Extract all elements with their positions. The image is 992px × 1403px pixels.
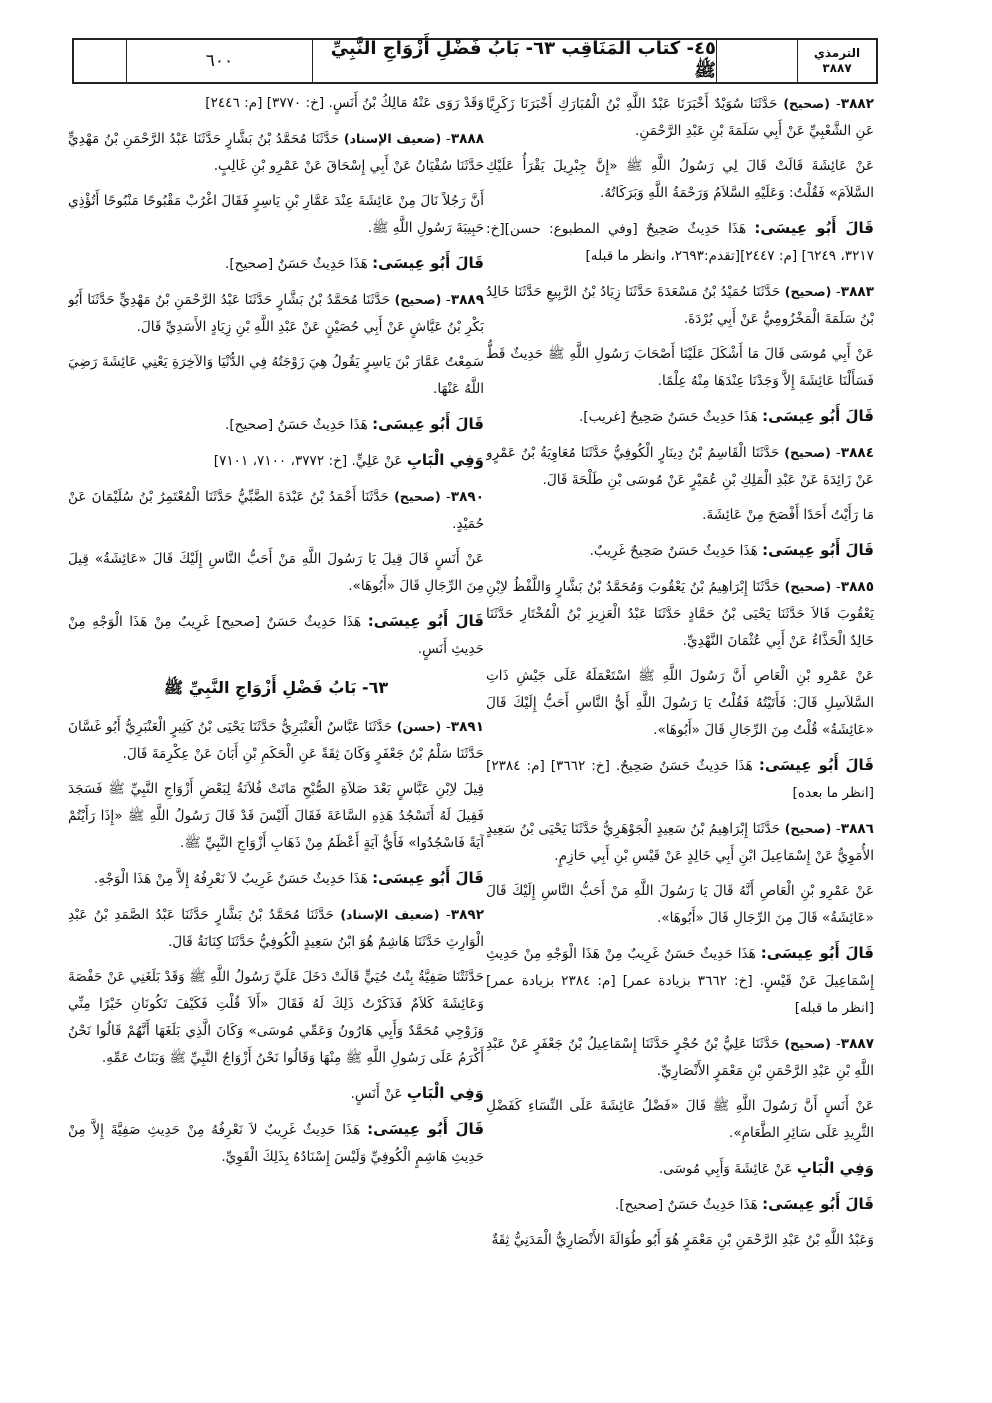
hadith-number: ٣٨٨٧ [840,1036,874,1052]
comment-text: هَذَا حَدِيثٌ حَسَنٌ [صحيح]. [225,417,368,433]
page-header [72,38,878,84]
fil-bab-label: وَفِي الْبَابِ [406,451,484,469]
fil-bab-label: وَفِي الْبَابِ [406,1084,484,1102]
abu-isa-label: قَالَ أَبُو عِيسَى: [754,219,874,237]
hadith-3886-comment [486,940,874,1022]
hadith-3887-isnad: ٣٨٨٧- (صحيح) حَدَّثَنَا عَلِيُّ بْنُ حُجْرٍ حَدَّثَنَا إِسْمَاعِيلُ بْنُ جَعْفَرٍ عَنْ عَبْدِ اللَّهِ بْنِ عَبْدِ الرَّحْمَنِ بْنِ مَعْمَرٍ الأَنْصَارِيِّ. [486,1036,874,1079]
hadith-3883-isnad: ٣٨٨٣- (صحيح) حَدَّثَنَا حُمَيْدُ بْنُ مَسْعَدَةَ حَدَّثَنَا زِيَادُ بْنُ الرَّبِيعِ حَدَّثَنَا خَالِدُ بْنُ سَلَمَةَ الْمَخْزُومِيُّ عَنْ أَبِي بُرْدَةَ. [486,284,874,327]
hadith-grade: (حسن) [396,719,442,734]
abu-isa-label: قَالَ أَبُو عِيسَى: [758,756,874,774]
abu-isa-label: قَالَ أَبُو عِيسَى: [762,407,874,425]
hadith-number: ٣٨٨٤ [840,445,874,461]
hadith-3887-note: وَعَبْدُ اللَّهِ بْنُ عَبْدِ الرَّحْمَنِ بْنِ مَعْمَرٍ هُوَ أَبُو طُوَالَةَ الأَنْصَارِيُّ الْمَدَنِيُّ ثِقَةٌ [491,1232,874,1248]
hadith-3883-comment [486,403,874,431]
hadith-grade: (صحيح) [394,489,441,504]
hadith-3891-matn: قِيلَ لاِبْنِ عَبَّاسٍ بَعْدَ صَلاَةِ الصُّبْحِ مَاتَتْ فُلاَنَةُ لِبَعْضِ أَزْوَاجِ النَّبِيِّ ﷺ فَسَجَدَ فَقِيلَ لَهُ أَتَسْجُدُ هَذِهِ السَّاعَةَ فَقَالَ أَلَيْسَ قَدْ قَالَ رَسُولُ اللَّهِ ﷺ «إِذَا رَأَيْتُمْ آيَةً فَاسْجُدُوا» فَأَيُّ آيَةٍ أَعْظَمُ مِنْ ذَهَابِ أَزْوَاجِ النَّبِيِّ ﷺ. [68,781,484,851]
book-name: الترمذي [813,46,861,60]
hadith-3884-isnad: ٣٨٨٤- (صحيح) حَدَّثَنَا الْقَاسِمُ بْنُ دِينَارٍ الْكُوفِيُّ حَدَّثَنَا مُعَاوِيَةُ بْنُ عَمْرٍو عَنْ زَائِدَةَ عَنْ عَبْدِ الْمَلِكِ بْنِ عُمَيْرٍ عَنْ مُوسَى بْنِ طَلْحَةَ قَالَ. [486,445,874,488]
hadith-3887-bab [486,1155,874,1183]
hadith-3890-comment [68,608,484,663]
comment-text: هَذَا حَدِيثٌ حَسَنٌ غَرِيبٌ مِنْ هَذَا الْوَجْهِ مِنْ حَدِيثِ إِسْمَاعِيلَ عَنْ قَيْسٍ. [خ: ٣٦٦٢ بزيادة عمر] [م: ٢٣٨٤ بزيادة عمر] [انظر ما قبله] [486,946,874,1016]
comment-text: هَذَا حَدِيثٌ حَسَنٌ [صحيح] غَرِيبٌ مِنْ هَذَا الْوَجْهِ مِنْ حَدِيثِ أَنَسٍ. [68,614,484,657]
isnad-text: حَدَّثَنَا إِبْرَاهِيمُ بْنُ يَعْقُوبَ وَمُحَمَّدُ بْنُ بَشَّارٍ وَاللَّفْظُ لاِبْنِ يَعْقُوبَ قَالاَ حَدَّثَنَا يَحْيَى بْنُ حَمَّادٍ حَدَّثَنَا عَبْدُ الْعَزِيزِ بْنُ الْمُخْتَارِ حَدَّثَنَا خَالِدٌ الْحَذَّاءُ عَنْ أَبِي عُثْمَانَ النَّهْدِيِّ. [486,579,874,649]
isnad-text: حَدَّثَنَا حُمَيْدُ بْنُ مَسْعَدَةَ حَدَّثَنَا زِيَادُ بْنُ الرَّبِيعِ حَدَّثَنَا خَالِدُ بْنُ سَلَمَةَ الْمَخْزُومِيُّ عَنْ أَبِي بُرْدَةَ. [486,284,874,327]
comment-text: هَذَا حَدِيثٌ حَسَنٌ صَحِيحٌ [غريب]. [578,409,758,425]
hadith-3892-comment [68,1116,484,1171]
isnad-text: حَدَّثَنَا الْقَاسِمُ بْنُ دِينَارٍ الْكُوفِيُّ حَدَّثَنَا مُعَاوِيَةُ بْنُ عَمْرٍو عَنْ زَائِدَةَ عَنْ عَبْدِ الْمَلِكِ بْنِ عُمَيْرٍ عَنْ مُوسَى بْنِ طَلْحَةَ قَالَ. [486,445,874,488]
hadith-3884-matn: مَا رَأَيْتُ أَحَدًا أَفْصَحَ مِنْ عَائِشَةَ. [702,507,874,523]
hadith-number: ٣٨٩١ [450,719,484,735]
hadith-number: ٣٨٨٣ [840,284,874,300]
hadith-3888-isnad: ٣٨٨٨- (ضعيف الإسناد) حَدَّثَنَا مُحَمَّدُ بْنُ بَشَّارٍ حَدَّثَنَا عَبْدُ الرَّحْمَنِ بْنُ مَهْدِيٍّ حَدَّثَنَا سُفْيَانُ عَنْ أَبِي إِسْحَاقَ عَنْ عَمْرِو بْنِ غَالِبٍ. [68,131,484,174]
hadith-3885-matn: عَنْ عَمْرِو بْنِ الْعَاصِ أَنَّ رَسُولَ اللَّهِ ﷺ اسْتَعْمَلَهُ عَلَى جَيْشِ ذَاتِ السَّلاَسِلِ قَالَ: فَأَتَيْتُهُ فَقُلْتُ يَا رَسُولَ اللَّهِ أَيُّ النَّاسِ أَحَبُّ إِلَيْكَ قَالَ «عَائِشَةُ» قُلْتُ مِنَ الرِّجَالِ قَالَ «أَبُوهَا». [486,668,874,738]
abu-isa-label: قَالَ أَبُو عِيسَى: [367,612,484,630]
isnad-text: حَدَّثَنَا عَبَّاسٌ الْعَنْبَرِيُّ حَدَّثَنَا يَحْيَى بْنُ كَثِيرٍ الْعَنْبَرِيُّ أَبُو غَسَّانَ حَدَّثَنَا سَلْمُ بْنُ جَعْفَرٍ وَكَانَ ثِقَةً عَنِ الْحَكَمِ بْنِ أَبَانَ عَنْ عِكْرِمَةَ قَالَ. [68,719,484,762]
isnad-text: حَدَّثَنَا أَحْمَدُ بْنُ عَبْدَةَ الضَّبِّيُّ حَدَّثَنَا الْمُعْتَمِرُ بْنُ سُلَيْمَانَ عَنْ حُمَيْدٍ. [68,489,484,532]
page-number: ٦٠٠ [127,40,313,82]
bab-text: عَنْ عَائِشَةَ وَأَبِي مُوسَى. [658,1161,793,1177]
isnad-text: حَدَّثَنَا سُوَيْدٌ أَخْبَرَنَا عَبْدُ اللَّهِ بْنُ الْمُبَارَكِ أَخْبَرَنَا زَكَرِيَّا عَنِ الشَّعْبِيِّ عَنْ أَبِي سَلَمَةَ بْنِ عَبْدِ الرَّحْمَنِ. [486,96,874,139]
hadith-3887-comment [486,1191,874,1219]
hadith-3882-matn: عَنْ عَائِشَةَ قَالَتْ قَالَ لِي رَسُولُ اللَّهِ ﷺ «إِنَّ جِبْرِيلَ يَقْرَأُ عَلَيْكِ السَّلاَمَ» فَقُلْتُ: وَعَلَيْهِ السَّلاَمُ وَرَحْمَةُ اللَّهِ وَبَرَكَاتُهُ. [486,158,874,201]
comment-text: هَذَا حَدِيثٌ حَسَنٌ غَرِيبٌ لاَ نَعْرِفُهُ إِلاَّ مِنْ هَذَا الْوَجْهِ. [93,871,368,887]
hadith-3883-matn: عَنْ أَبِي مُوسَى قَالَ مَا أَشْكَلَ عَلَيْنَا أَصْحَابَ رَسُولِ اللَّهِ ﷺ حَدِيثٌ قَطُّ فَسَأَلْنَا عَائِشَةَ إِلاَّ وَجَدْنَا عِنْدَهَا مِنْهُ عِلْمًا. [486,346,874,389]
hadith-3888-comment [68,250,484,278]
abu-isa-label: قَالَ أَبُو عِيسَى: [762,1195,874,1213]
comment-text: هَذَا حَدِيثٌ حَسَنٌ صَحِيحٌ غَرِيبٌ. [589,543,758,559]
hadith-grade: (ضعيف الإسناد) [340,907,440,922]
hadith-grade: (صحيح) [784,445,831,460]
hadith-number: ٣٨٨٦ [840,821,874,837]
hadith-3892-bab [68,1080,484,1108]
hadith-number: ٣٨٨٩ [450,292,484,308]
hadith-3884-comment [486,537,874,565]
hadith-3882-comment [486,215,874,270]
hadith-3888-matn: أَنَّ رَجُلاً نَالَ مِنْ عَائِشَةَ عِنْدَ عَمَّارِ بْنِ يَاسِرٍ فَقَالَ اغْرُبْ مَقْبُوحًا مَنْبُوحًا أَتُؤْذِي حَبِيبَةَ رَسُولِ اللَّهِ ﷺ. [68,193,484,236]
comment-text: هَذَا حَدِيثٌ غَرِيبٌ لاَ نَعْرِفُهُ مِنْ حَدِيثِ صَفِيَّةَ إِلاَّ مِنْ حَدِيثِ هَاشِمٍ الْكُوفِيِّ وَلَيْسَ إِسْنَادُهُ بِذَلِكَ الْقَوِيِّ. [68,1122,484,1165]
header-blank-cell-2 [717,40,798,82]
hadith-3890-isnad: ٣٨٩٠- (صحيح) حَدَّثَنَا أَحْمَدُ بْنُ عَبْدَةَ الضَّبِّيُّ حَدَّثَنَا الْمُعْتَمِرُ بْنُ سُلَيْمَانَ عَنْ حُمَيْدٍ. [68,489,484,532]
isnad-text: حَدَّثَنَا مُحَمَّدُ بْنُ بَشَّارٍ حَدَّثَنَا عَبْدُ الصَّمَدِ بْنُ عَبْدِ الْوَارِثِ حَدَّثَنَا هَاشِمٌ هُوَ ابْنُ سَعِيدٍ الْكُوفِيُّ حَدَّثَنَا كِنَانَةُ قَالَ. [68,907,484,950]
hadith-grade: (صحيح) [784,821,832,836]
hadith-3887-matn: عَنْ أَنَسٍ أَنَّ رَسُولَ اللَّهِ ﷺ قَالَ «فَضْلُ عَائِشَةَ عَلَى النِّسَاءِ كَفَضْلِ الثَّرِيدِ عَلَى سَائِرِ الطَّعَامِ». [486,1098,874,1141]
hadith-grade: (صحيح) [394,292,442,307]
comment-text: هَذَا حَدِيثٌ حَسَنٌ [صحيح]. [615,1197,758,1213]
references: [وفي المطبوع: حسن][خ: ٣٢١٧، ٦٢٤٩] [م: ٢٤٤٧][تقدم:٢٦٩٣، وانظر ما قبله] [486,221,874,264]
hadith-3891-comment [68,865,484,893]
hadith-3889-comment [68,411,484,439]
hadith-range: ٣٨٨٧ [822,61,852,75]
abu-isa-label: قَالَ أَبُو عِيسَى: [760,944,874,962]
hadith-3885-comment [486,752,874,807]
hadith-3885-isnad: ٣٨٨٥- (صحيح) حَدَّثَنَا إِبْرَاهِيمُ بْنُ يَعْقُوبَ وَمُحَمَّدُ بْنُ بَشَّارٍ وَاللَّفْظُ لاِبْنِ يَعْقُوبَ قَالاَ حَدَّثَنَا يَحْيَى بْنُ حَمَّادٍ حَدَّثَنَا عَبْدُ الْعَزِيزِ بْنُ الْمُخْتَارِ حَدَّثَنَا خَالِدٌ الْحَذَّاءُ عَنْ أَبِي عُثْمَانَ النَّهْدِيِّ. [486,579,874,649]
fil-bab-label: وَفِي الْبَابِ [796,1159,874,1177]
bab-text: عَنْ عَلِيٍّ. [خ: ٣٧٧٢، ٧١٠٠، ٧١٠١] [213,453,403,469]
chapter-heading: ٦٣- بَابُ فَضْلِ أَزْوَاجِ النَّبِيِّ ﷺ [163,678,389,697]
left-column [68,90,484,1270]
hadith-number: ٣٨٨٨ [450,131,484,147]
hadith-grade: (صحيح) [783,96,830,111]
abu-isa-label: قَالَ أَبُو عِيسَى: [372,869,484,887]
comment-text: هَذَا حَدِيثٌ حَسَنٌ صَحِيحٌ. [خ: ٣٦٦٢] [م: ٢٣٨٤] [انظر ما بعده] [486,758,874,801]
abu-isa-label: قَالَ أَبُو عِيسَى: [367,1120,484,1138]
hadith-number: ٣٨٩٠ [450,489,484,505]
isnad-text: حَدَّثَنَا عَلِيُّ بْنُ حُجْرٍ حَدَّثَنَا إِسْمَاعِيلُ بْنُ جَعْفَرٍ عَنْ عَبْدِ اللَّهِ بْنِ عَبْدِ الرَّحْمَنِ بْنِ مَعْمَرٍ الأَنْصَارِيِّ. [486,1036,874,1079]
section-info [798,40,876,82]
hadith-3889-isnad: ٣٨٨٩- (صحيح) حَدَّثَنَا مُحَمَّدُ بْنُ بَشَّارٍ حَدَّثَنَا عَبْدُ الرَّحْمَنِ بْنُ مَهْدِيٍّ حَدَّثَنَا أَبُو بَكْرِ بْنُ عَيَّاشٍ عَنْ أَبِي حُصَيْنٍ عَنْ عَبْدِ اللَّهِ بْنِ زِيَادٍ الأَسَدِيِّ قَالَ. [68,292,484,335]
comment-text: هَذَا حَدِيثٌ حَسَنٌ [صحيح]. [225,256,368,272]
hadith-3892-matn: حَدَّثَتْنَا صَفِيَّةُ بِنْتُ حُيَيٍّ قَالَتْ دَخَلَ عَلَيَّ رَسُولُ اللَّهِ ﷺ وَقَدْ بَلَغَنِي عَنْ حَفْصَةَ وَعَائِشَةَ كَلاَمٌ فَذَكَرْتُ ذَلِكَ لَهُ فَقَالَ «أَلاَ قُلْتِ فَكَيْفَ تَكُونَانِ خَيْرًا مِنِّي وَزَوْجِي مُحَمَّدٌ وَأَبِي هَارُونُ وَعَمِّي مُوسَى» وَكَانَ الَّذِي بَلَغَهَا أَنَّهُمْ قَالُوا نَحْنُ أَكْرَمُ عَلَى رَسُولِ اللَّهِ ﷺ مِنْهَا وَقَالُوا نَحْنُ أَزْوَاجُ النَّبِيِّ ﷺ وَبَنَاتُ عَمِّهِ. [68,969,484,1066]
abu-isa-label: قَالَ أَبُو عِيسَى: [372,254,484,272]
hadith-number: ٣٨٨٥ [840,579,874,595]
right-column [486,90,874,1270]
abu-isa-label: قَالَ أَبُو عِيسَى: [762,541,874,559]
hadith-3886-isnad: ٣٨٨٦- (صحيح) حَدَّثَنَا إِبْرَاهِيمُ بْنُ سَعِيدٍ الْجَوْهَرِيُّ حَدَّثَنَا يَحْيَى بْنُ سَعِيدٍ الأُمَوِيُّ عَنْ إِسْمَاعِيلَ ابْنِ أَبِي خَالِدٍ عَنْ قَيْسِ بْنِ أَبِي حَازِمٍ. [486,821,874,864]
abu-isa-label: قَالَ أَبُو عِيسَى: [372,415,484,433]
hadith-3887-continuation: وَقَدْ رَوَى عَنْهُ مَالِكُ بْنُ أَنَسٍ. [خ: ٣٧٧٠] [م: ٢٤٤٦] [205,95,484,111]
chapter-header-title: ٤٥- كتاب المَنَاقِب ٦٣- بَابُ فَضْلِ أَزْوَاجِ النَّبِيِّ ﷺ [313,40,717,82]
hadith-grade: (صحيح) [784,1036,831,1051]
bab-text: عَنْ أَنَسٍ. [350,1086,403,1102]
hadith-grade: (صحيح) [784,284,832,299]
hadith-3890-matn: عَنْ أَنَسٍ قَالَ قِيلَ يَا رَسُولَ اللَّهِ مَنْ أَحَبُّ النَّاسِ إِلَيْكَ قَالَ «عَائِشَةُ» قِيلَ مِنَ الرِّجَالِ قَالَ «أَبُوهَا». [68,551,484,594]
hadith-3889-bab [68,447,484,475]
hadith-3889-matn: سَمِعْتُ عَمَّارَ بْنَ يَاسِرٍ يَقُولُ هِيَ زَوْجَتُهُ فِي الدُّنْيَا وَالآخِرَةِ يَعْنِي عَائِشَةَ رَضِيَ اللَّهُ عَنْهَا. [68,354,484,397]
hadith-number: ٣٨٨٢ [840,96,874,112]
hadith-number: ٣٨٩٢ [450,907,484,923]
hadith-3882-isnad: ٣٨٨٢- (صحيح) حَدَّثَنَا سُوَيْدٌ أَخْبَرَنَا عَبْدُ اللَّهِ بْنُ الْمُبَارَكِ أَخْبَرَنَا زَكَرِيَّا عَنِ الشَّعْبِيِّ عَنْ أَبِي سَلَمَةَ بْنِ عَبْدِ الرَّحْمَنِ. [486,96,874,139]
hadith-grade: (ضعيف الإسناد) [343,131,442,146]
hadith-3891-isnad: ٣٨٩١- (حسن) حَدَّثَنَا عَبَّاسٌ الْعَنْبَرِيُّ حَدَّثَنَا يَحْيَى بْنُ كَثِيرٍ الْعَنْبَرِيُّ أَبُو غَسَّانَ حَدَّثَنَا سَلْمُ بْنُ جَعْفَرٍ وَكَانَ ثِقَةً عَنِ الْحَكَمِ بْنِ أَبَانَ عَنْ عِكْرِمَةَ قَالَ. [68,719,484,762]
isnad-text: حَدَّثَنَا مُحَمَّدُ بْنُ بَشَّارٍ حَدَّثَنَا عَبْدُ الرَّحْمَنِ بْنُ مَهْدِيٍّ حَدَّثَنَا أَبُو بَكْرِ بْنُ عَيَّاشٍ عَنْ أَبِي حُصَيْنٍ عَنْ عَبْدِ اللَّهِ بْنِ زِيَادٍ الأَسَدِيِّ قَالَ. [68,292,484,335]
hadith-3886-matn: عَنْ عَمْرِو بْنِ الْعَاصِ أَنَّهُ قَالَ يَا رَسُولَ اللَّهِ مَنْ أَحَبُّ النَّاسِ إِلَيْكَ قَالَ «عَائِشَةُ» قَالَ مِنَ الرِّجَالِ قَالَ «أَبُوهَا». [486,883,874,926]
hadith-3892-isnad: ٣٨٩٢- (ضعيف الإسناد) حَدَّثَنَا مُحَمَّدُ بْنُ بَشَّارٍ حَدَّثَنَا عَبْدُ الصَّمَدِ بْنُ عَبْدِ الْوَارِثِ حَدَّثَنَا هَاشِمٌ هُوَ ابْنُ سَعِيدٍ الْكُوفِيُّ حَدَّثَنَا كِنَانَةُ قَالَ. [68,907,484,950]
header-blank-cell [74,40,127,82]
isnad-text: حَدَّثَنَا مُحَمَّدُ بْنُ بَشَّارٍ حَدَّثَنَا عَبْدُ الرَّحْمَنِ بْنُ مَهْدِيٍّ حَدَّثَنَا سُفْيَانُ عَنْ أَبِي إِسْحَاقَ عَنْ عَمْرِو بْنِ غَالِبٍ. [68,131,484,174]
comment-text: هَذَا حَدِيثٌ صَحِيحٌ [645,221,747,237]
isnad-text: حَدَّثَنَا إِبْرَاهِيمُ بْنُ سَعِيدٍ الْجَوْهَرِيُّ حَدَّثَنَا يَحْيَى بْنُ سَعِيدٍ الأُمَوِيُّ عَنْ إِسْمَاعِيلَ ابْنِ أَبِي خَالِدٍ عَنْ قَيْسِ بْنِ أَبِي حَازِمٍ. [486,821,874,864]
hadith-grade: (صحيح) [784,579,832,594]
